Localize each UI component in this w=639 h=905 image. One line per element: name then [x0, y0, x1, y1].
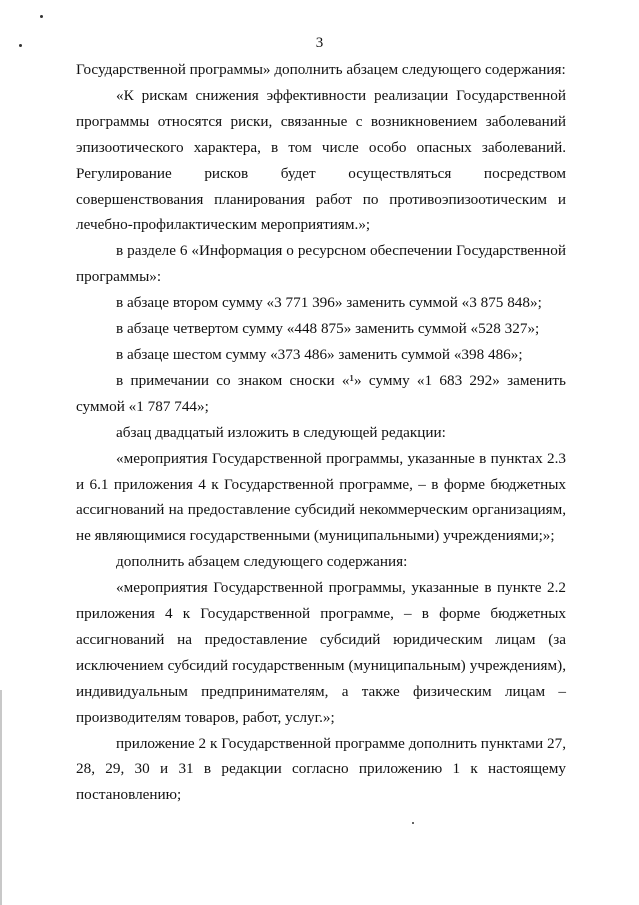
body-text — [76, 57, 566, 808]
paragraph-quote-2-3: «мероприятия Государственной программы, указанные в пунктах 2.3 и 6.1 приложения 4 к Государственной программе, – в форме бюджетных ассигнований на предоставление субсидий некоммерческим организациям, не являющимися государственными (муниципальными) учреждениями;»; — [76, 449, 566, 545]
scan-speck — [40, 15, 43, 18]
paragraph-risk-quote: «К рискам снижения эффективности реализации Государственной программы относятся риски, связанные с возникновением заболеваний эпизоотического характера, в том числе особо опасных заболеваний. Регулирование рисков будет осуществляться посредством совершенствования планирования работ по противоэпизоотическим и лечебно-профилактическим мероприятиям.»; — [76, 86, 566, 234]
paragraph-appendix-2: приложение 2 к Государственной программе дополнить пунктами 27, 28, 29, 30 и 31 в редакции согласно приложению 1 к настоящему постановлению; — [76, 734, 566, 804]
paragraph-amendment-footnote: в примечании со знаком сноски «¹» сумму «1 683 292» заменить суммой «1 787 744»; — [76, 371, 566, 415]
paragraph-amendment-fourth: в абзаце четвертом сумму «448 875» заменить суммой «528 327»; — [116, 320, 540, 338]
scan-speck — [412, 822, 414, 824]
paragraph-twentieth: абзац двадцатый изложить в следующей редакции: — [116, 423, 446, 441]
paragraph-amendment-second: в абзаце втором сумму «3 771 396» заменить суммой «3 875 848»; — [116, 294, 542, 312]
paragraph-amendment-sixth: в абзаце шестом сумму «373 486» заменить суммой «398 486»; — [116, 345, 523, 363]
paragraph-continuation: Государственной программы» дополнить абзацем следующего содержания: — [76, 61, 566, 78]
page-number: 3 — [315, 35, 324, 51]
paragraph-section-6: в разделе 6 «Информация о ресурсном обеспечении Государственной программы»: — [76, 242, 566, 286]
paragraph-add-intro: дополнить абзацем следующего содержания: — [116, 553, 408, 571]
scan-edge — [0, 690, 2, 905]
paragraph-quote-2-2: «мероприятия Государственной программы, указанные в пункте 2.2 приложения 4 к Государственной программе, – в форме бюджетных ассигнований на предоставление субсидий юридическим лицам (за исключением субсидий государственным (муниципальным) учреждениям), индивидуальным предпринимателям, а также физическим лицам – производителям товаров, работ, услуг.»; — [76, 579, 566, 726]
